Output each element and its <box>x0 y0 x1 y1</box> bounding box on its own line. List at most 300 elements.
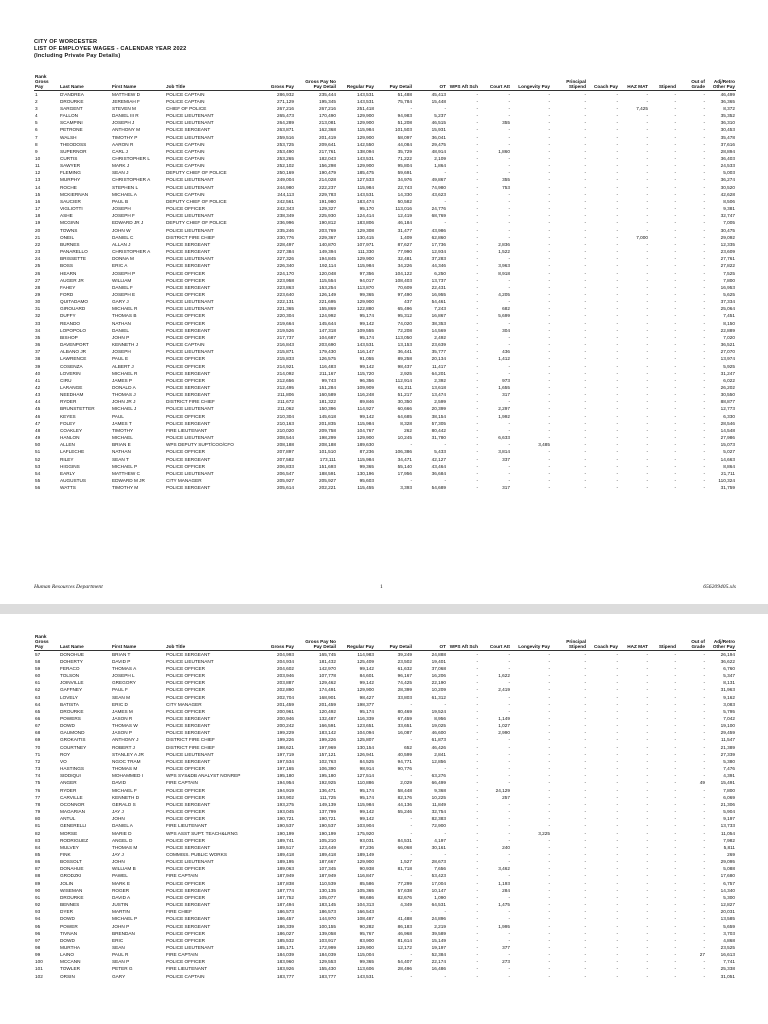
table-cell: POLICE SERGEANT <box>166 923 211 929</box>
table-cell: - <box>476 680 478 686</box>
table-row <box>34 291 736 298</box>
table-cell: - <box>616 191 618 197</box>
table-cell: CIRU <box>60 377 72 383</box>
table-cell: DANIEL III R <box>112 113 139 119</box>
table-cell: 115,984 <box>357 184 374 190</box>
table-cell: 57,305 <box>431 420 446 426</box>
table-cell: 197,534 <box>277 758 294 764</box>
table-cell: 182,043 <box>319 156 336 162</box>
document-page-2 <box>0 614 768 1024</box>
table-cell: 210,163 <box>277 420 294 426</box>
table-cell: 267,216 <box>319 105 336 111</box>
table-cell: 3,462 <box>498 866 510 872</box>
table-cell: POLICE SERGEANT <box>166 758 211 764</box>
table-cell: - <box>703 435 705 441</box>
table-cell: - <box>476 277 478 283</box>
table-cell: 14,569 <box>431 327 446 333</box>
table-cell: 7,000 <box>636 234 648 240</box>
table-cell: 199,229 <box>277 730 294 736</box>
table-cell: - <box>674 141 676 147</box>
table-cell: - <box>674 894 676 900</box>
table-cell: 70,609 <box>397 284 412 290</box>
table-cell: 98,686 <box>359 894 374 900</box>
table-cell: STEVEN M <box>112 105 136 111</box>
table-cell: 22,743 <box>397 184 412 190</box>
table-cell: - <box>476 708 478 714</box>
table-cell: POWERS <box>60 716 81 722</box>
table-cell: SAUCIER <box>60 198 81 204</box>
table-cell: - <box>646 823 648 829</box>
table-cell: 114,983 <box>357 651 374 657</box>
table-row <box>34 298 736 305</box>
table-cell: 16,955 <box>431 291 446 297</box>
table-cell: 59 <box>35 665 41 671</box>
table-cell: 129,462 <box>319 680 336 686</box>
table-cell: 1,149 <box>498 716 510 722</box>
table-cell: 120,048 <box>319 270 336 276</box>
table-cell: - <box>616 442 618 448</box>
table-cell: 105,210 <box>319 837 336 843</box>
table-cell: POLICE OFFICER <box>166 766 206 772</box>
table-cell: 5,027 <box>723 449 735 455</box>
table-cell: 240 <box>502 844 510 850</box>
table-cell: - <box>584 392 586 398</box>
table-cell: 2,836 <box>498 241 510 247</box>
table-cell: - <box>646 673 648 679</box>
table-cell: 183,474 <box>357 198 374 204</box>
table-cell: SEAN <box>112 945 125 951</box>
table-cell: 30 <box>35 299 41 305</box>
table-cell: - <box>703 156 705 162</box>
table-cell: 1,412 <box>498 356 510 362</box>
table-cell: 129,553 <box>319 959 336 965</box>
table-cell: 221,365 <box>277 306 294 312</box>
table-cell: FORD <box>60 291 74 297</box>
table-cell: 28,399 <box>397 687 412 693</box>
table-cell: 12,419 <box>397 213 412 219</box>
table-cell: - <box>548 134 550 140</box>
table-cell: 122,880 <box>357 306 374 312</box>
table-cell: - <box>410 478 412 484</box>
table-row <box>34 701 736 708</box>
table-cell: - <box>584 873 586 879</box>
table-cell: 249,004 <box>277 177 294 183</box>
table-cell: - <box>646 952 648 958</box>
table-cell: POLICE LIEUTENANT <box>166 435 214 441</box>
table-cell: - <box>476 930 478 936</box>
table-cell: DAVID <box>112 780 126 786</box>
table-cell: - <box>646 170 648 176</box>
table-cell: - <box>674 327 676 333</box>
table-cell: 170,490 <box>319 113 336 119</box>
table-cell: 436 <box>502 349 510 355</box>
table-cell: 22,174 <box>431 959 446 965</box>
table-cell: - <box>444 909 446 915</box>
table-cell: 155,869 <box>319 306 336 312</box>
table-cell: - <box>703 694 705 700</box>
column-header: First Name <box>112 84 137 90</box>
table-cell: - <box>674 766 676 772</box>
table-cell: POLICE LIEUTENANT <box>166 299 214 305</box>
table-cell: - <box>584 234 586 240</box>
table-cell: 115,984 <box>357 801 374 807</box>
column-header: Gross Pay No Pay Detail <box>305 639 336 650</box>
table-cell: 265,473 <box>277 113 294 119</box>
table-cell: - <box>584 413 586 419</box>
table-cell: - <box>616 485 618 491</box>
table-cell: 13,474 <box>431 392 446 398</box>
table-cell: - <box>616 306 618 312</box>
table-row <box>34 865 736 872</box>
table-cell: FALLON <box>60 113 78 119</box>
table-cell: 11,054 <box>721 830 735 836</box>
table-cell: - <box>548 959 550 965</box>
table-row <box>34 744 736 751</box>
table-cell: 183,777 <box>277 973 294 979</box>
table-row <box>34 844 736 851</box>
table-row <box>34 255 736 262</box>
table-cell: - <box>646 801 648 807</box>
table-cell: - <box>476 349 478 355</box>
table-cell: POLICE SERGEANT <box>166 456 211 462</box>
table-cell: - <box>646 830 648 836</box>
table-cell: - <box>646 837 648 843</box>
table-cell: 198,621 <box>277 744 294 750</box>
table-cell: - <box>674 349 676 355</box>
table-cell: 187,494 <box>277 902 294 908</box>
table-cell: 11,849 <box>432 801 446 807</box>
table-cell: 189,063 <box>277 866 294 872</box>
table-cell: 40 <box>35 370 41 376</box>
table-cell: 227,384 <box>277 249 294 255</box>
table-cell: 88 <box>35 873 41 879</box>
table-cell: - <box>646 349 648 355</box>
table-cell: 14 <box>35 184 41 190</box>
table-cell: - <box>703 894 705 900</box>
table-cell: FIRE LIEUTENANT <box>166 823 208 829</box>
table-cell: 138,094 <box>357 148 374 154</box>
table-row <box>34 305 736 312</box>
table-cell: - <box>548 127 550 133</box>
table-cell: 9,162 <box>723 694 735 700</box>
table-cell: - <box>646 256 648 262</box>
table-cell: - <box>674 98 676 104</box>
table-cell: COAKLEY <box>60 427 83 433</box>
table-cell: - <box>476 91 478 97</box>
table-cell: 23 <box>35 249 41 255</box>
table-cell: - <box>674 470 676 476</box>
table-cell: - <box>646 773 648 779</box>
table-cell: BISHOP <box>60 334 78 340</box>
table-cell: 75,784 <box>397 98 412 104</box>
table-cell: 652 <box>404 744 412 750</box>
table-cell: - <box>584 730 586 736</box>
table-cell: - <box>548 170 550 176</box>
table-cell: 66 <box>35 716 41 722</box>
table-cell: - <box>616 399 618 405</box>
table-cell: - <box>616 723 618 729</box>
table-cell: 46,968 <box>397 930 412 936</box>
table-cell: - <box>674 916 676 922</box>
table-cell: 57,638 <box>397 887 412 893</box>
table-cell: 95,174 <box>359 787 374 793</box>
table-cell: WPS SYS&DB ANALYST NONREP <box>166 773 241 779</box>
table-cell: 201,459 <box>277 701 294 707</box>
table-cell: - <box>508 370 510 376</box>
table-cell: SCAMPINI <box>60 120 83 126</box>
table-cell: 36,310 <box>720 120 735 126</box>
table-cell: 12,335 <box>720 241 735 247</box>
table-cell: 17 <box>35 206 41 212</box>
table-cell: - <box>616 894 618 900</box>
column-header: Gross Pay <box>270 84 294 90</box>
table-cell: 19,524 <box>431 708 446 714</box>
table-cell: 95,767 <box>359 930 374 936</box>
table-cell: 103,917 <box>319 937 336 943</box>
table-cell: - <box>410 952 412 958</box>
table-cell: - <box>548 930 550 936</box>
table-cell: THOMAS W <box>112 723 138 729</box>
table-cell: - <box>703 249 705 255</box>
table-cell: - <box>616 801 618 807</box>
table-cell: 3,393 <box>400 485 412 491</box>
table-cell: - <box>616 837 618 843</box>
table-cell: - <box>616 887 618 893</box>
table-cell: - <box>703 306 705 312</box>
table-cell: 2,219 <box>434 923 446 929</box>
table-cell: 21,389 <box>720 744 735 750</box>
table-cell: 48 <box>35 427 41 433</box>
table-row <box>34 141 736 148</box>
table-cell: POLICE OFFICER <box>166 449 206 455</box>
table-cell: - <box>616 708 618 714</box>
table-cell: LOVERIN <box>60 370 81 376</box>
table-cell: 90,282 <box>359 923 374 929</box>
table-cell: 213,081 <box>319 120 336 126</box>
table-cell: - <box>646 270 648 276</box>
table-cell: - <box>476 773 478 779</box>
table-cell: 116,847 <box>357 873 374 879</box>
column-header: WPS Aft Sch <box>449 644 478 650</box>
table-cell: POLICE SERGEANT <box>166 723 211 729</box>
table-cell: - <box>646 277 648 283</box>
table-cell: 229,367 <box>319 234 336 240</box>
table-cell: RYDER <box>60 787 77 793</box>
table-cell: 84 <box>35 844 41 850</box>
table-row <box>34 262 736 269</box>
table-cell: - <box>646 156 648 162</box>
table-cell: KENNETH D <box>112 794 140 800</box>
table-cell: - <box>476 334 478 340</box>
table-cell: 1,995 <box>498 923 510 929</box>
table-cell: 95,174 <box>359 794 374 800</box>
table-cell: TOLSON <box>60 673 80 679</box>
table-cell: 31,780 <box>431 435 446 441</box>
table-cell: 42,628 <box>720 191 735 197</box>
table-cell: POLICE CAPTAIN <box>166 342 205 348</box>
table-cell: 35 <box>35 334 41 340</box>
table-cell: 54,461 <box>431 299 446 305</box>
table-cell: ROY <box>60 751 71 757</box>
table-cell: 9,381 <box>723 206 735 212</box>
table-cell: - <box>548 91 550 97</box>
table-cell: - <box>548 277 550 283</box>
table-cell: 145,644 <box>319 320 336 326</box>
table-cell: JOSEPH <box>112 349 131 355</box>
table-row <box>34 679 736 686</box>
table-cell: LARANGE <box>60 385 83 391</box>
table-cell: - <box>548 716 550 722</box>
table-cell: DAVID A <box>112 894 131 900</box>
table-row <box>34 191 736 198</box>
table-cell: - <box>584 478 586 484</box>
table-cell: THOMAS M <box>112 844 138 850</box>
table-cell: - <box>410 816 412 822</box>
table-cell: 105,077 <box>319 894 336 900</box>
table-cell: DONAHUE <box>60 866 84 872</box>
table-cell: - <box>703 902 705 908</box>
table-cell: - <box>674 830 676 836</box>
table-cell: - <box>616 349 618 355</box>
table-cell: 1,193 <box>498 880 510 886</box>
table-cell: RILEY <box>60 456 74 462</box>
table-cell: 94 <box>35 916 41 922</box>
table-cell: 1,622 <box>498 673 510 679</box>
table-cell: POLICE OFFICER <box>166 937 206 943</box>
table-cell: 6 <box>35 127 38 133</box>
table-cell: - <box>674 837 676 843</box>
table-cell: 11,547 <box>721 737 735 743</box>
table-cell: 77 <box>35 794 41 800</box>
table-cell: 14,340 <box>720 887 735 893</box>
table-cell: 2,492 <box>434 334 446 340</box>
table-cell: - <box>548 191 550 197</box>
table-cell: 1,475 <box>498 902 510 908</box>
table-cell: 185,171 <box>277 945 294 951</box>
table-cell: - <box>646 665 648 671</box>
table-cell: POLICE OFFICER <box>166 687 206 693</box>
table-cell: - <box>548 708 550 714</box>
table-cell: - <box>646 177 648 183</box>
table-row <box>34 765 736 772</box>
table-cell: - <box>548 320 550 326</box>
table-cell: - <box>646 406 648 412</box>
table-cell: RYDER <box>60 399 77 405</box>
table-cell: 5,795 <box>723 708 735 714</box>
table-cell: DEPUTY CHIEF OF POLICE <box>166 220 227 226</box>
table-cell: 4,197 <box>434 837 446 843</box>
table-row <box>34 650 736 658</box>
table-cell: - <box>584 945 586 951</box>
table-cell: - <box>548 420 550 426</box>
table-row <box>34 320 736 327</box>
document-title: CITY OF WORCESTER <box>34 39 98 45</box>
table-row <box>34 112 736 119</box>
table-cell: 28,546 <box>720 420 735 426</box>
table-cell: - <box>508 98 510 104</box>
table-cell: - <box>646 220 648 226</box>
table-cell: - <box>476 809 478 815</box>
table-cell: 219,526 <box>277 327 294 333</box>
table-cell: 6,760 <box>723 665 735 671</box>
table-cell: - <box>674 937 676 943</box>
table-cell: - <box>616 356 618 362</box>
table-cell: 2,990 <box>498 730 510 736</box>
table-cell: 19,025 <box>431 723 446 729</box>
table-cell: POLICE OFFICER <box>166 356 206 362</box>
table-cell: - <box>703 313 705 319</box>
table-cell: - <box>584 299 586 305</box>
table-cell: 22 <box>35 241 41 247</box>
table-cell: 284 <box>502 887 510 893</box>
table-cell: - <box>584 780 586 786</box>
table-cell: 84,531 <box>397 837 412 843</box>
table-cell: ALLAN J <box>112 241 131 247</box>
table-cell: - <box>508 701 510 707</box>
table-cell: - <box>674 442 676 448</box>
table-cell: 682 <box>502 306 510 312</box>
table-cell: - <box>584 399 586 405</box>
table-cell: 181,322 <box>319 399 336 405</box>
table-cell: - <box>703 909 705 915</box>
table-row <box>34 958 736 965</box>
table-cell: 102,763 <box>319 758 336 764</box>
table-cell: POLICE OFFICER <box>166 673 206 679</box>
table-cell: 68 <box>35 730 41 736</box>
table-cell: 53 <box>35 463 41 469</box>
table-cell: 115,455 <box>357 485 374 491</box>
table-cell: MARK J <box>112 163 130 169</box>
table-cell: CHRISTOPHER A <box>112 177 151 183</box>
table-cell: 28,496 <box>397 966 412 972</box>
table-cell: - <box>616 184 618 190</box>
table-cell: - <box>508 751 510 757</box>
table-cell: - <box>703 801 705 807</box>
table-cell: - <box>616 413 618 419</box>
table-cell: 104,767 <box>357 427 374 433</box>
table-cell: - <box>674 449 676 455</box>
table-cell: 223,958 <box>277 277 294 283</box>
table-cell: 63 <box>35 694 41 700</box>
table-cell: - <box>508 442 510 448</box>
table-cell: 95,170 <box>359 206 374 212</box>
table-cell: - <box>476 442 478 448</box>
column-header: Out of Grade <box>691 79 705 90</box>
table-cell: - <box>548 334 550 340</box>
table-cell: - <box>674 673 676 679</box>
table-cell: - <box>508 334 510 340</box>
table-cell: 160,589 <box>319 392 336 398</box>
table-cell: - <box>548 392 550 398</box>
table-cell: 7 <box>35 134 38 140</box>
table-cell: - <box>674 284 676 290</box>
table-cell: THOMAS B <box>112 313 137 319</box>
table-cell: 337 <box>502 456 510 462</box>
table-cell: POLICE LIEUTENANT <box>166 945 214 951</box>
table-cell: - <box>508 227 510 233</box>
column-header: Court Att <box>489 84 510 90</box>
table-cell: POLICE OFFICER <box>166 866 206 872</box>
table-cell: 17,956 <box>397 470 412 476</box>
table-cell: - <box>476 206 478 212</box>
table-cell: 207,582 <box>277 456 294 462</box>
table-cell: FIRE CAPTAIN <box>166 780 198 786</box>
table-cell: - <box>584 377 586 383</box>
table-cell: DANIEL F <box>112 284 133 290</box>
table-cell: POLICE LIEUTENANT <box>166 184 214 190</box>
table-cell: 151,693 <box>319 463 336 469</box>
table-row <box>34 234 736 241</box>
